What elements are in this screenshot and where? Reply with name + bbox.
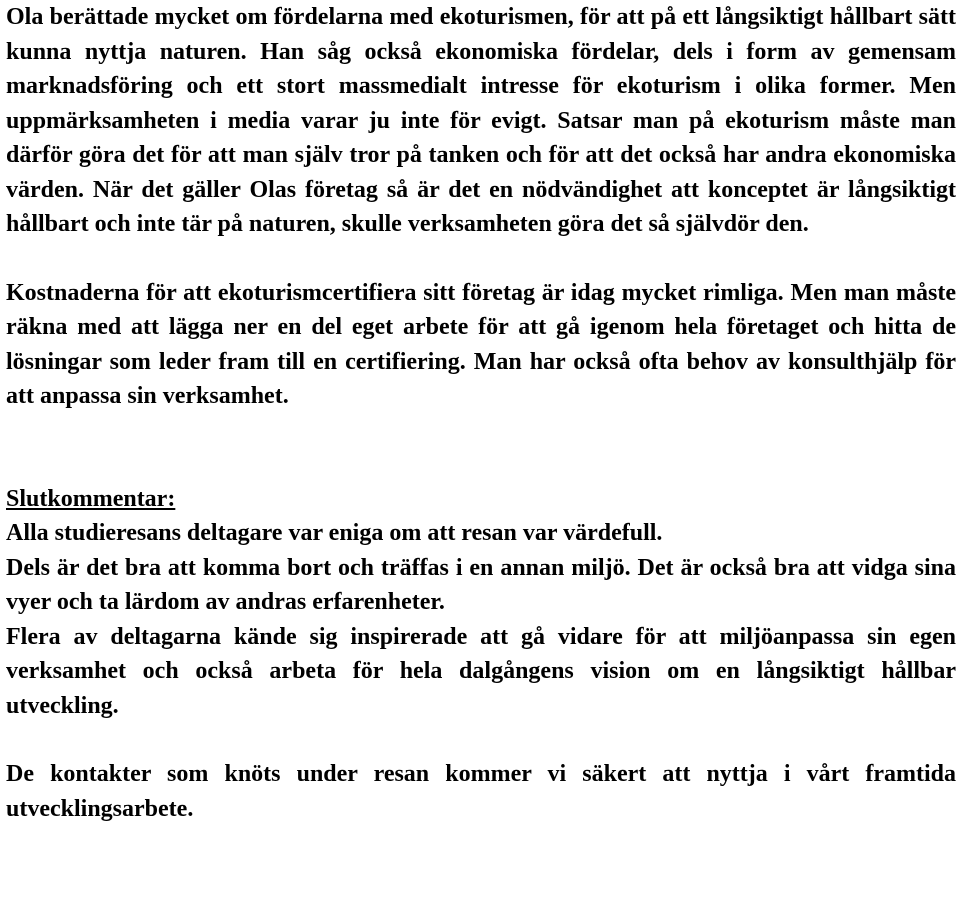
paragraph-certification-costs: Kostnaderna för att ekoturismcertifiera sitt företag är idag mycket rimliga. Men man måste räkna med att lägga ner en del eget arbete för att gå igenom hela företaget och hitta de lösningar som leder fram till en certifiering. Man har också ofta behov av konsulthjälp för att anpassa sin verksamhet. [6,279,956,409]
section-heading: Slutkommentar: [6,485,176,512]
paragraph-environment: Dels är det bra att komma bort och träffas i en annan miljö. Det är också bra att vidga sina vyer och ta lärdom av andras erfarenheter. [6,554,956,615]
paragraph-inspiration: Flera av deltagarna kände sig inspirerade att gå vidare för att miljöanpassa sin egen verksamhet och också arbeta för hela dalgångens vision om en långsiktigt hållbar utveckling. [6,623,956,719]
section-spacer [6,414,956,482]
document-page [6,0,956,826]
paragraph-participants-agreed: Alla studieresans deltagare var eniga om att resan var värdefull. [6,520,663,546]
paragraph-spacer [6,723,956,757]
paragraph-ekoturism: Ola berättade mycket om fördelarna med ekoturismen, för att på ett långsiktigt hållbart sätt kunna nyttja naturen. Han såg också ekonomiska fördelar, dels i form av gemensam marknadsföring och ett stort massmedialt intresse för ekoturism i olika former. Men uppmärksamheten i media varar ju inte för evigt. Satsar man på ekoturism måste man därför göra det för att man själv tror på tanken och för att det också har andra ekonomiska värden. När det gäller Olas företag så är det en nödvändighet att konceptet är långsiktigt hållbart och inte tär på naturen, skulle verksamheten göra det så självdör den. [6,4,956,237]
paragraph-contacts: De kontakter som knöts under resan kommer vi säkert att nyttja i vårt framtida utvecklingsarbete. [6,761,956,822]
paragraph-spacer [6,242,956,276]
